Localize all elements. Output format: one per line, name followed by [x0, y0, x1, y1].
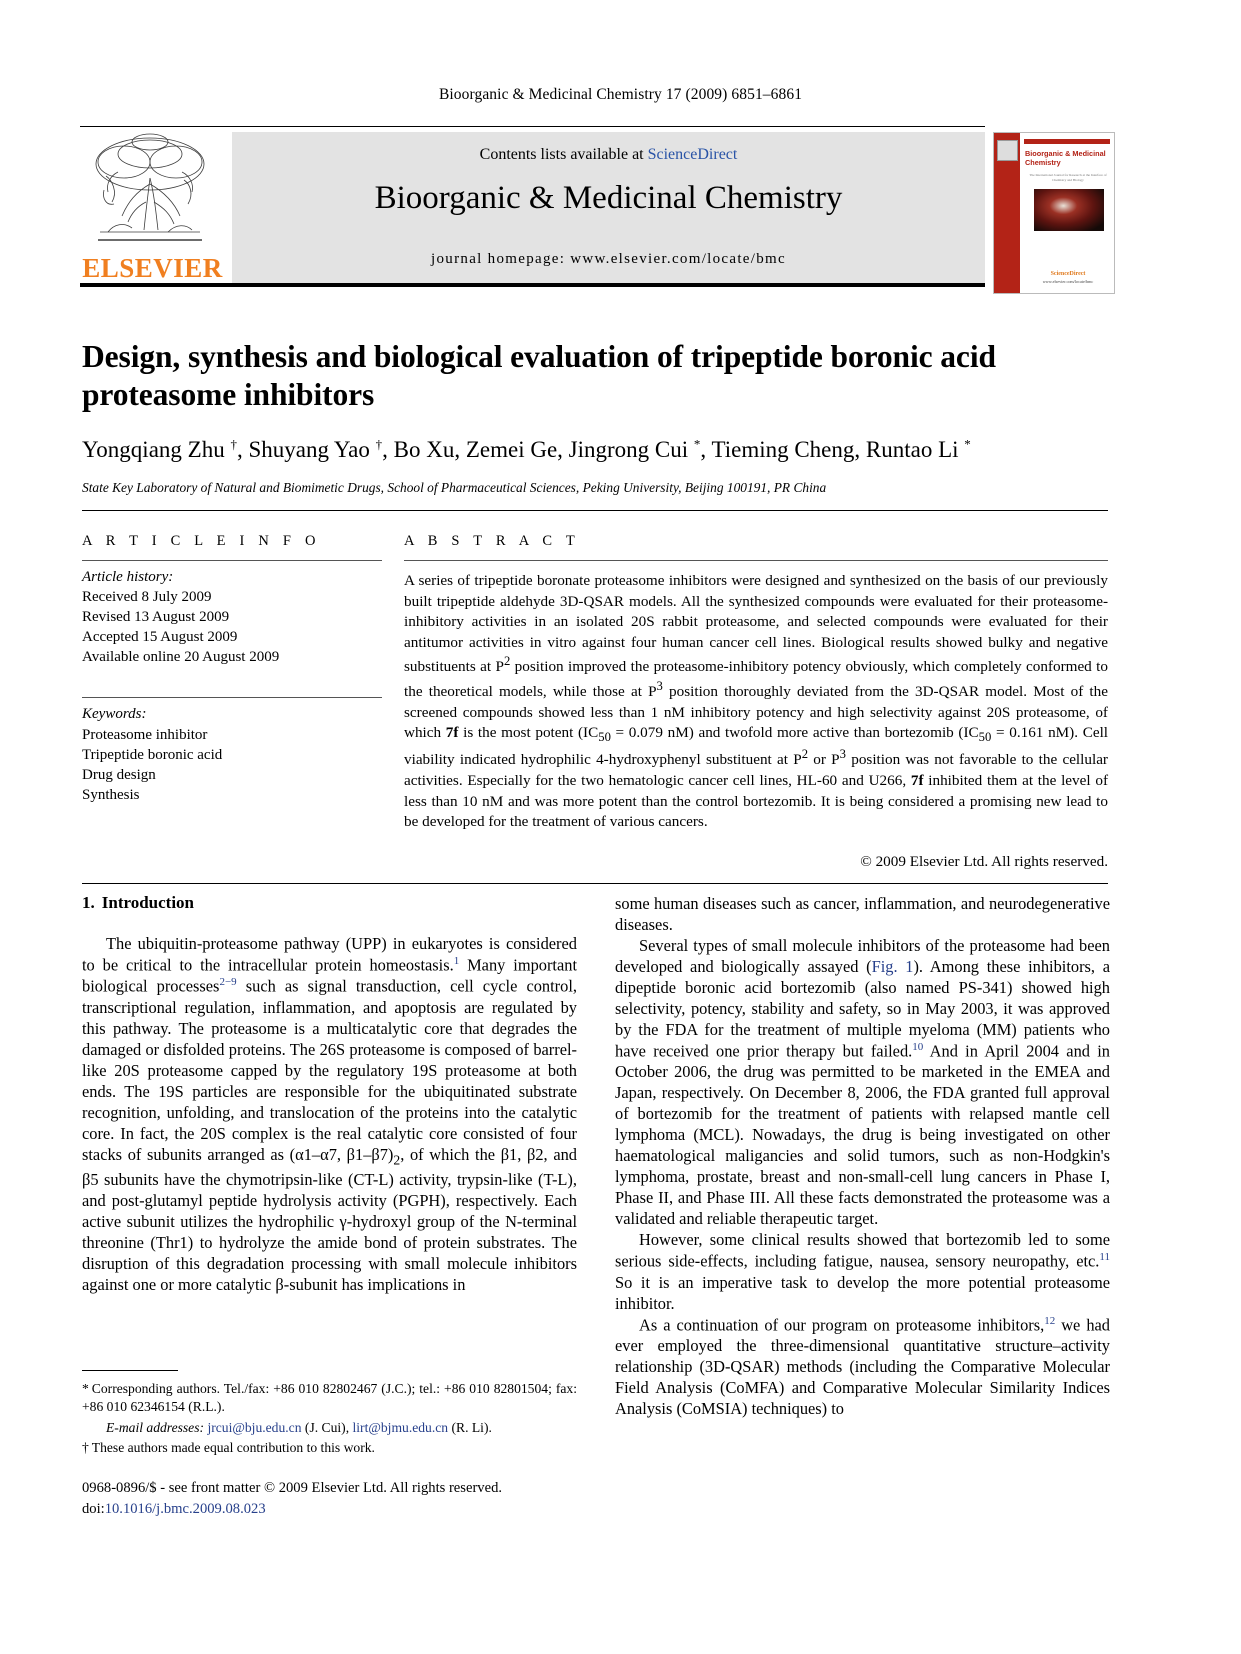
keyword-item: Synthesis: [82, 786, 140, 803]
footnote-text: Corresponding authors. Tel./fax: +86 010 82802467 (J.C.); tel.: +86 010 82801504; fax: +86 010 62346154 (R.L.).: [82, 1381, 577, 1415]
section-number: 1.: [82, 893, 95, 912]
footnote-emails: [82, 1419, 577, 1437]
keyword-item: Tripeptide boronic acid: [82, 746, 223, 763]
history-item: Available online 20 August 2009: [82, 649, 280, 666]
contents-lists-line: [232, 146, 985, 164]
article-history: [82, 561, 382, 667]
running-head: Bioorganic & Medicinal Chemistry 17 (2009) 6851–6861: [438, 86, 803, 103]
cover-title: Bioorganic & Medicinal Chemistry: [1025, 149, 1106, 168]
footnote-separator-rule: [82, 1370, 178, 1371]
elsevier-tree-icon: [84, 132, 216, 250]
footnote-text: E-mail addresses: jrcui@bju.edu.cn (J. Cui), lirt@bjmu.edu.cn (R. Li).: [106, 1419, 492, 1435]
section-heading-introduction: [82, 893, 577, 913]
keywords-label: Keywords:: [82, 706, 147, 723]
article-history-label: Article history:: [82, 569, 174, 585]
footnote-marker: *: [82, 1381, 89, 1396]
journal-banner: [232, 132, 985, 284]
cover-sciencedirect-brand: ScienceDirect: [1050, 270, 1086, 277]
elsevier-wordmark: ELSEVIER: [82, 253, 223, 283]
keyword-item: Proteasome inhibitor: [82, 726, 208, 743]
contents-lists-prefix: Contents lists available at: [479, 146, 648, 163]
article-info-column: [82, 511, 382, 881]
infobox-bottom-rule: [82, 883, 1108, 884]
cover-publisher-logo-icon: [997, 140, 1018, 161]
doi-line: [82, 1499, 642, 1520]
journal-cover-thumbnail[interactable]: [993, 132, 1115, 294]
doi-label: doi:: [82, 1501, 105, 1518]
cover-footer-note: www.elsevier.com/locate/bmc: [1042, 278, 1094, 284]
abstract-column: [404, 511, 1108, 881]
masthead-bottom-rule: [80, 283, 985, 287]
affiliation: State Key Laboratory of Natural and Biomimetic Drugs, School of Pharmaceutical Sciences, Peking University, Beijing 100191, PR China: [82, 479, 827, 495]
footnotes: [82, 1370, 577, 1459]
abstract-text: A series of tripeptide boronate proteasome inhibitors were designed and synthesized on the basis of our previously built tripeptide aldehyde 3D-QSAR models. All the synthesized compounds were evaluated for their proteasome-inhibitory activities in an isolated 20S rabbit proteasome, and selected compounds were evaluated for their antitumor activities in vitro against four human cancer cell lines. Biological results showed bulky and negative substituents at $P^2$ position improved the proteasome-inhibitory potency obviously, which completely conformed to the theoretical models, while those at $P^3$ position thoroughly deviated from the 3D-QSAR model. Most of the screened compounds showed less than 1 nM inhibitory potency and high selectivity against 20S proteasome, of which 7f is the most potent ($IC_{50} = 0.079$ nM) and twofold more active than bortezomib ($IC_{50} = 0.161$ nM). Cell viability indicated hydrophilic 4-hydroxyphenyl substituent at $P^2$ or $P^3$ position was not favorable to the cellular activities. Especially for the two hematologic cancer cell lines, HL-60 and U266, 7f inhibited them at the level of less than 10 nM and was more potent than the control bortezomib. It is being considered a promising new lead to be developed for the treatment of various cancers.: [404, 572, 1109, 831]
cover-footer: [1025, 270, 1111, 285]
body-column-right: [615, 893, 1110, 1533]
info-abstract-block: [82, 510, 1108, 884]
paragraph: The ubiquitin-proteasome pathway (UPP) in eukaryotes is considered to be critical to the intracellular protein homeostasis.$^1$ Many important biological processes$^{2-9}$ such as signal transduction, cell cycle control, transcriptional regulation, inflammation, and apoptosis are regulated by this pathway. The proteasome is a multicatalytic core that degrades the damaged or disfolded proteins. The 26S proteasome is composed of barrel-like 20S proteasome capped by the regulatory 19S proteasome at both ends. The 19S particles are responsible for the ubiquitinated substrate recognition, unfolding, and translocation of the proteins into the catalytic core. In fact, the 20S complex is the real catalytic core consisted of four stacks of subunits arranged as (α1–α7, $\beta 1-\beta 7)_2$, of which the β1, β2, and β5 subunits have the chymotripsin-like (CT-L) activity, trypsin-like (T-L), and post-glutamyl peptide hydrolysis activity (PGPH), respectively. Each active subunit utilizes the hydrophilic γ-hydroxyl group of the N-terminal threonine (Thr1) to hydrolyze the amide bond of protein substrates. The disruption of this degradation processing with small molecule inhibitors against one or more catalytic β-subunit has implications in: [82, 934, 577, 1294]
history-item: Revised 13 August 2009: [82, 609, 230, 626]
doi-link[interactable]: 10.1016/j.bmc.2009.08.023: [104, 1501, 266, 1518]
title-block: [82, 338, 1108, 497]
masthead-top-rule: [80, 126, 985, 127]
keywords-list: [82, 698, 382, 804]
paragraph: Several types of small molecule inhibitors of the proteasome had been developed and biologically assayed (Fig. 1). Among these inhibitors, a dipeptide boronic acid bortezomib (also named PS-341) showed high selectivity, potency, stability and safety, so in May 2003, it was approved by the FDA for the treatment of multiple myeloma (MM) patients who have received one prior therapy but failed.$^{10}$ And in April 2004 and in October 2006, the drug was permitted to be marketed in the EMEA and Japan, respectively. On December 8, 2006, the FDA granted full approval of bortezomib for the treatment of patients with relapsed mantle cell lymphoma (MCL). Nowadays, the drug is being investigated on other haematological maligancies and solid tumors, such as non-Hodgkin's lymphoma, prostate, breast and non-small-cell lung cancers in Phase I, Phase II, and Phase III. All these facts demonstrated the proteasome was a validated and reliable therapeutic target.: [615, 936, 1111, 1229]
article-info-heading: A R T I C L E I N F O: [82, 533, 321, 549]
journal-title: Bioorganic & Medicinal Chemistry: [374, 180, 843, 216]
keyword-item: Drug design: [82, 766, 156, 783]
footnote-marker: †: [82, 1440, 89, 1456]
abstract-heading: A B S T R A C T: [404, 533, 580, 549]
history-item: Accepted 15 August 2009: [82, 629, 238, 646]
journal-masthead: [80, 126, 1161, 294]
sciencedirect-link[interactable]: ScienceDirect: [647, 146, 738, 163]
footnote-equal-contribution: [82, 1439, 577, 1457]
cover-subtitle: The International Journal for Research at the Interface of Chemistry and Biology: [1029, 173, 1107, 182]
section-title: Introduction: [101, 893, 195, 912]
paragraph: However, some clinical results showed that bortezomib led to some serious side-effects, including fatigue, nausea, sensory neuropathy, etc.$^{11}$ So it is an imperative task to develop the more potential proteasome inhibitor.: [615, 1230, 1110, 1313]
journal-homepage[interactable]: journal homepage: www.elsevier.com/locate/bmc: [431, 251, 786, 267]
issn-front-matter: 0968-0896/$ - see front matter © 2009 Elsevier Ltd. All rights reserved.: [82, 1480, 503, 1496]
imprint-block: [82, 1478, 642, 1520]
elsevier-logo: [80, 132, 225, 284]
footnote-corresponding-authors: [82, 1380, 577, 1417]
paragraph: As a continuation of our program on proteasome inhibitors,$^{12}$ we had ever employed the three-dimensional quantitative structure–activity relationship (3D-QSAR) methods (including the Comparative Molecular Field Analysis (CoMFA) and Comparative Molecular Similarity Indices Analysis (CoMSIA) techniques) to: [615, 1314, 1110, 1419]
cover-artwork: [1034, 189, 1104, 231]
footnote-text: These authors made equal contribution to this work.: [91, 1440, 375, 1456]
author-list: Yongqiang Zhu †, Shuyang Yao †, Bo Xu, Zemei Ge, Jingrong Cui *, Tieming Cheng, Runtao Li *: [82, 436, 971, 462]
page-title: Design, synthesis and biological evaluation of tripeptide boronic acid proteasome inhibitors: [82, 339, 996, 413]
cover-top-band: [1024, 139, 1110, 144]
history-item: Received 8 July 2009: [82, 589, 212, 606]
paragraph: some human diseases such as cancer, inflammation, and neurodegenerative diseases.: [615, 894, 1110, 934]
abstract-copyright: © 2009 Elsevier Ltd. All rights reserved.: [860, 852, 1108, 870]
